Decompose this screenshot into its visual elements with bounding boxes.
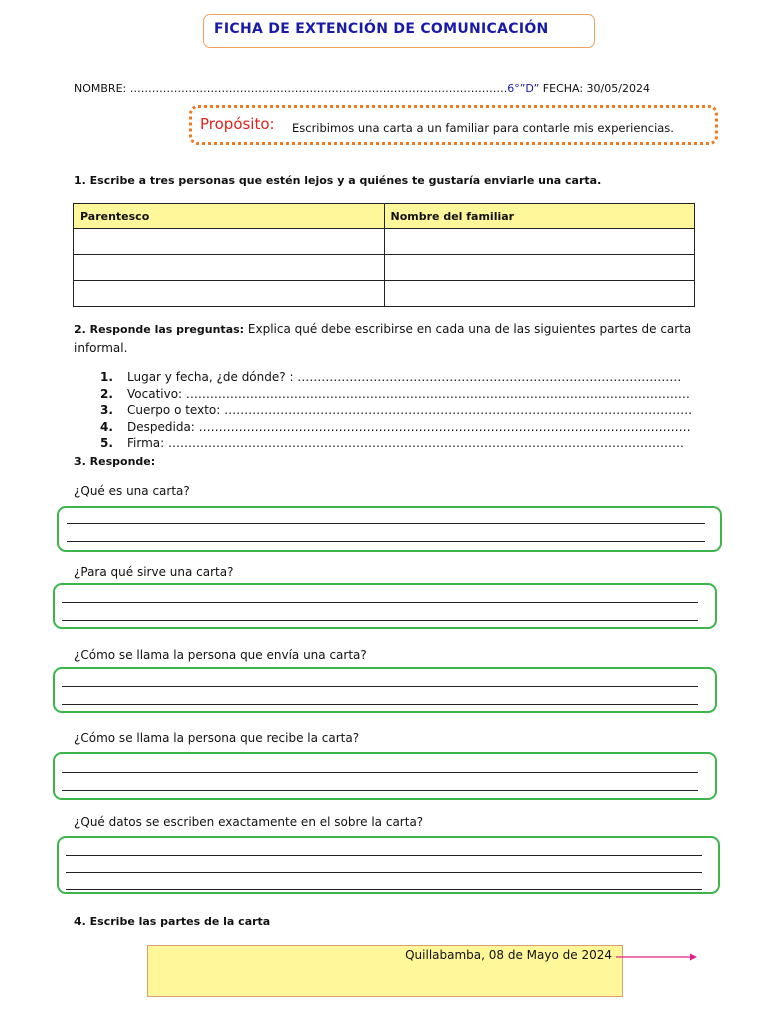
grade-label: 6°”D”: [507, 82, 540, 95]
list-item[interactable]: 4. Despedida: ……………………………………………………………………………………………………………: [100, 419, 691, 434]
table-row: [74, 229, 695, 255]
answer-line: [66, 855, 702, 856]
answer-line: [66, 889, 702, 890]
answer-line: [62, 790, 698, 791]
question-4: 4. Escribe las partes de la carta: [74, 915, 271, 928]
answer-box[interactable]: [53, 667, 717, 713]
table-cell[interactable]: [74, 255, 385, 281]
question-envelope: ¿Qué datos se escriben exactamente en el sobre la carta?: [74, 815, 424, 829]
question-2-text: Explica qué debe escribirse en cada una de las siguientes partes de carta informal.: [74, 322, 692, 355]
question-purpose-letter: ¿Para qué sirve una carta?: [74, 565, 234, 579]
letter-parts-list: [100, 369, 692, 452]
table-cell[interactable]: [74, 281, 385, 307]
arrow-right-icon: [616, 953, 698, 961]
list-item[interactable]: 5. Firma: …………………………………………………………………………………………………………………: [100, 436, 684, 450]
answer-line: [66, 872, 702, 873]
answer-line: [67, 523, 705, 524]
letter-parts-box[interactable]: [147, 945, 623, 997]
table-cell[interactable]: [74, 229, 385, 255]
table-cell[interactable]: [384, 255, 695, 281]
question-1: 1. Escribe a tres personas que estén lejos y a quiénes te gustaría enviarle una carta.: [74, 174, 602, 187]
purpose-label: Propósito:: [200, 115, 275, 133]
answer-line: [62, 772, 698, 773]
question-what-is-letter: ¿Qué es una carta?: [74, 484, 190, 498]
question-3-label: 3. Responde:: [74, 455, 156, 468]
answer-line: [62, 602, 698, 603]
relatives-table: [73, 203, 695, 307]
answer-line: [62, 704, 698, 705]
date-label: FECHA: 30/05/2024: [542, 82, 650, 95]
answer-box[interactable]: [57, 506, 722, 552]
list-item[interactable]: 1. Lugar y fecha, ¿de dónde? : ……………………………………………………………………………………: [100, 370, 682, 384]
question-receiver: ¿Cómo se llama la persona que recibe la carta?: [74, 731, 360, 745]
list-item[interactable]: 2. Vocativo: ………………………………………………………………………………………………………………: [100, 386, 690, 401]
column-header-nombre: Nombre del familiar: [384, 204, 695, 229]
answer-line: [67, 541, 705, 542]
list-item[interactable]: 3. Cuerpo o texto: ………………………………………………………………………………………………………: [100, 403, 693, 417]
column-header-parentesco: Parentesco: [74, 204, 385, 229]
question-sender: ¿Cómo se llama la persona que envía una carta?: [74, 648, 367, 662]
purpose-text: Escribimos una carta a un familiar para contarle mis experiencias.: [292, 121, 674, 135]
answer-line: [62, 620, 698, 621]
table-row: [74, 255, 695, 281]
place-date-text: Quillabamba, 08 de Mayo de 2024: [405, 948, 612, 962]
table-row: [74, 281, 695, 307]
question-2-lead: 2. Responde las preguntas:: [74, 323, 245, 336]
question-2: [74, 320, 714, 357]
name-field[interactable]: NOMBRE: ………………………………………………………………………………………….: [74, 82, 508, 95]
table-cell[interactable]: [384, 229, 695, 255]
table-header-row: [74, 204, 695, 229]
answer-line: [62, 686, 698, 687]
student-info-row: [74, 82, 650, 95]
answer-box[interactable]: [53, 752, 717, 800]
answer-box[interactable]: [53, 583, 717, 629]
page-title: FICHA DE EXTENCIÓN DE COMUNICACIÓN: [214, 21, 549, 37]
table-cell[interactable]: [384, 281, 695, 307]
answer-box[interactable]: [57, 836, 720, 894]
